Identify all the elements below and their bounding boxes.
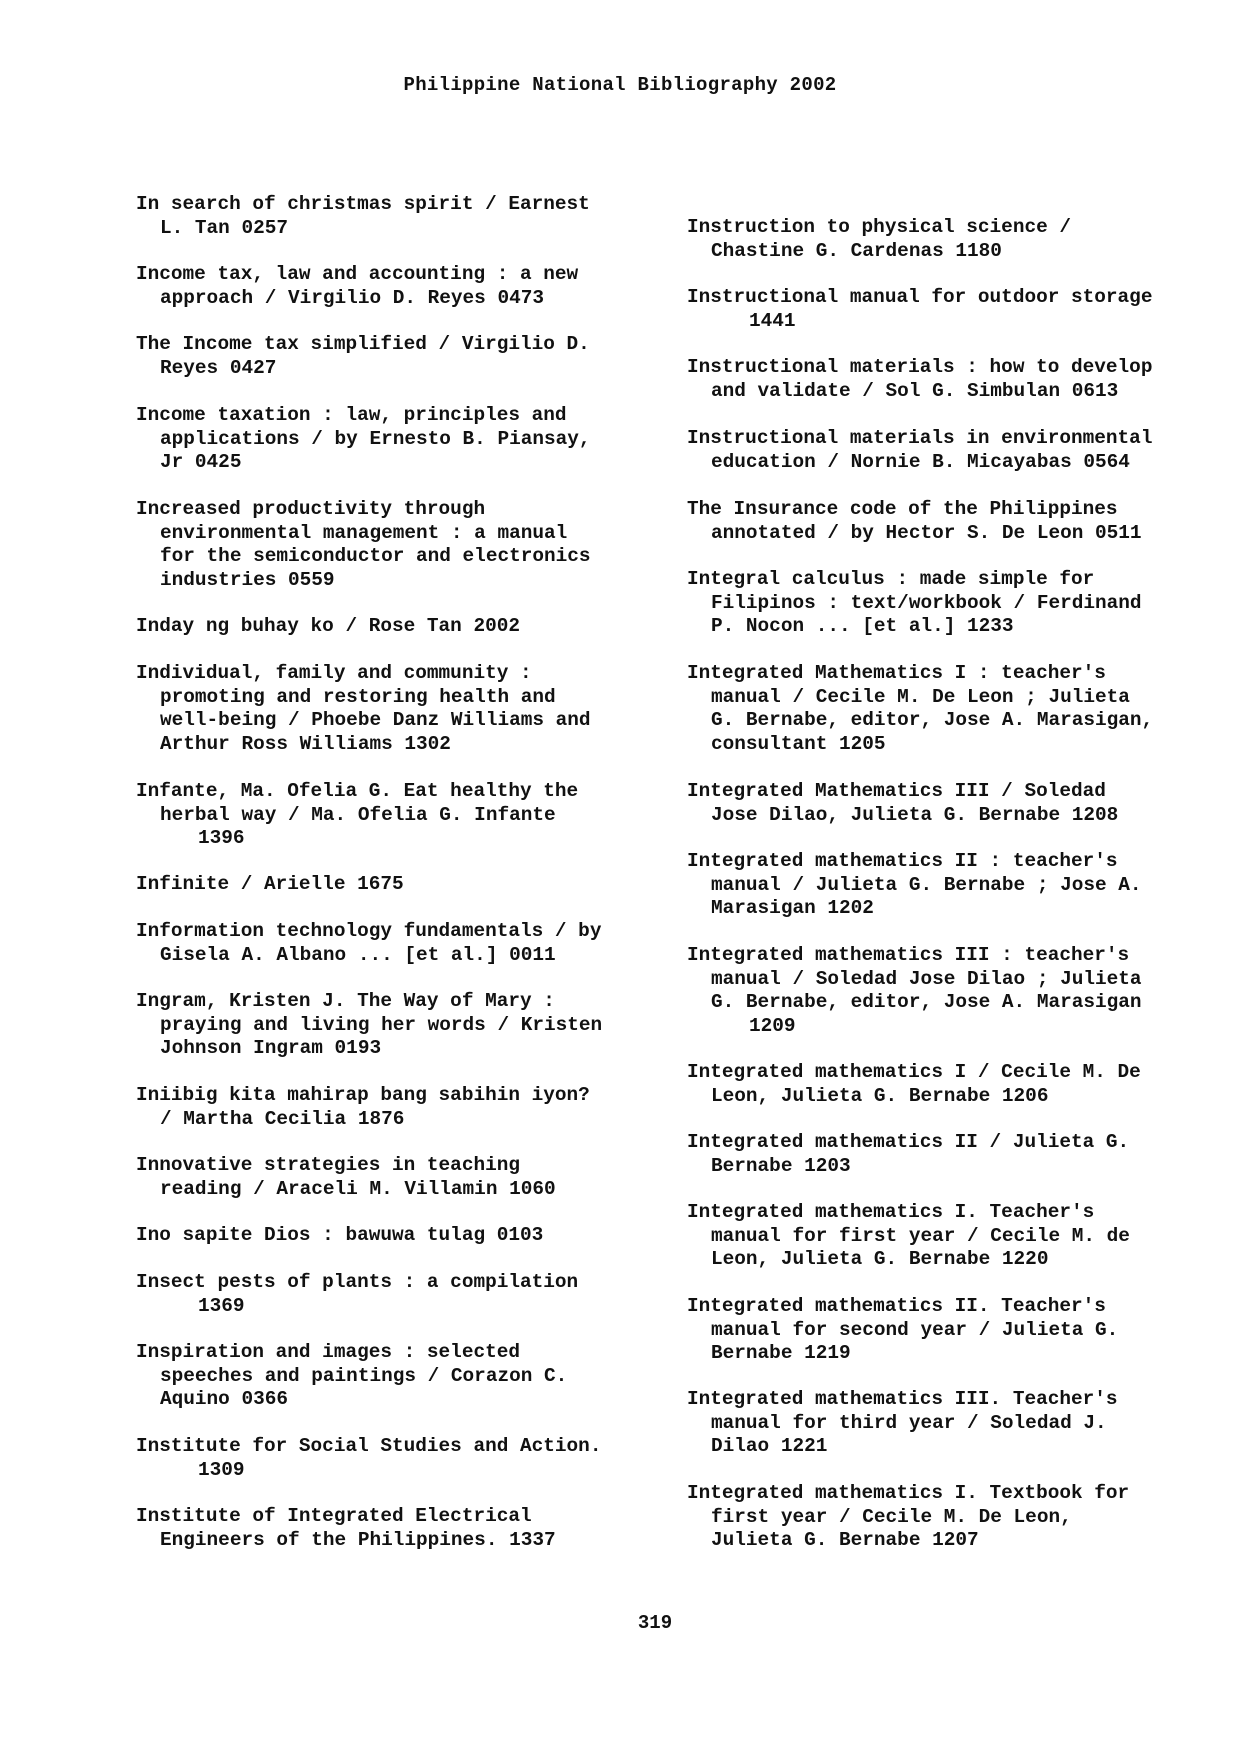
entry-line: praying and living her words / Kristen xyxy=(160,1013,603,1036)
entry-line: Innovative strategies in teaching xyxy=(136,1154,520,1176)
bibliography-entry xyxy=(687,662,1207,756)
entry-line: / Martha Cecilia 1876 xyxy=(160,1107,405,1130)
entry-line: Leon, Julieta G. Bernabe 1220 xyxy=(711,1248,1049,1271)
entry-line: Integral calculus : made simple for xyxy=(687,568,1095,590)
entry-line: and validate / Sol G. Simbulan 0613 xyxy=(711,379,1119,402)
entry-line: Integrated mathematics II / Julieta G. xyxy=(687,1131,1130,1153)
entry-line: Reyes 0427 xyxy=(160,356,277,379)
bibliography-entry xyxy=(136,780,656,851)
entry-line: Integrated mathematics I / Cecile M. De xyxy=(687,1061,1141,1083)
page-number: 319 xyxy=(637,1612,673,1634)
entry-line: P. Nocon ... [et al.] 1233 xyxy=(711,615,1014,638)
entry-line: Julieta G. Bernabe 1207 xyxy=(711,1529,979,1552)
entry-line: Integrated Mathematics III / Soledad xyxy=(687,780,1106,802)
entry-line: reading / Araceli M. Villamin 1060 xyxy=(160,1177,556,1200)
entry-line: Arthur Ross Williams 1302 xyxy=(160,732,451,755)
entry-line: Information technology fundamentals / by xyxy=(136,920,602,942)
bibliography-entry xyxy=(136,1505,656,1552)
entry-line: Chastine G. Cardenas 1180 xyxy=(711,239,1002,262)
entry-line: Marasigan 1202 xyxy=(711,897,874,920)
bibliography-entry xyxy=(136,193,656,240)
bibliography-entry xyxy=(687,944,1207,1038)
bibliography-entry xyxy=(136,1224,656,1248)
entry-line: Jr 0425 xyxy=(160,451,242,474)
entry-line: 1369 xyxy=(198,1294,245,1317)
bibliography-entry xyxy=(136,615,656,639)
entry-line: Integrated mathematics II : teacher's xyxy=(687,850,1118,872)
entry-line: promoting and restoring health and xyxy=(160,685,556,708)
entry-line: Individual, family and community : xyxy=(136,662,532,684)
bibliography-entry xyxy=(687,1388,1207,1459)
page-header: Philippine National Bibliography 2002 xyxy=(403,74,837,96)
entry-line: Integrated mathematics III : teacher's xyxy=(687,944,1130,966)
entry-line: speeches and paintings / Corazon C. xyxy=(160,1364,568,1387)
bibliography-entry xyxy=(136,1435,656,1482)
bibliography-entry xyxy=(687,780,1207,827)
entry-line: Dilao 1221 xyxy=(711,1435,828,1458)
entry-line: The Income tax simplified / Virgilio D. xyxy=(136,333,590,355)
entry-line: for the semiconductor and electronics xyxy=(160,545,591,568)
entry-line: G. Bernabe, editor, Jose A. Marasigan, xyxy=(711,709,1154,732)
entry-line: Institute of Integrated Electrical xyxy=(136,1505,532,1527)
entry-line: Bernabe 1203 xyxy=(711,1154,851,1177)
entry-line: Inspiration and images : selected xyxy=(136,1341,520,1363)
entry-line: manual / Julieta G. Bernabe ; Jose A. xyxy=(711,873,1142,896)
bibliography-entry xyxy=(687,498,1207,545)
entry-line: Johnson Ingram 0193 xyxy=(160,1037,382,1060)
entry-line: Aquino 0366 xyxy=(160,1388,288,1411)
entry-line: manual / Soledad Jose Dilao ; Julieta xyxy=(711,967,1142,990)
entry-line: Infante, Ma. Ofelia G. Eat healthy the xyxy=(136,780,579,802)
bibliography-entry xyxy=(136,404,656,475)
entry-line: Integrated mathematics II. Teacher's xyxy=(687,1295,1106,1317)
entry-line: Integrated mathematics III. Teacher's xyxy=(687,1388,1118,1410)
entry-line: Institute for Social Studies and Action. xyxy=(136,1435,602,1457)
entry-line: first year / Cecile M. De Leon, xyxy=(711,1505,1072,1528)
entry-line: Leon, Julieta G. Bernabe 1206 xyxy=(711,1084,1049,1107)
bibliography-entry xyxy=(687,1295,1207,1366)
bibliography-entry xyxy=(687,427,1207,474)
entry-line: G. Bernabe, editor, Jose A. Marasigan xyxy=(711,991,1142,1014)
bibliography-entry xyxy=(136,1084,656,1131)
bibliography-entry xyxy=(687,1201,1207,1272)
entry-line: Ino sapite Dios : bawuwa tulag 0103 xyxy=(136,1224,544,1246)
entry-line: Instructional manual for outdoor storage xyxy=(687,286,1153,308)
bibliography-entry xyxy=(136,990,656,1061)
entry-line: environmental management : a manual xyxy=(160,521,568,544)
entry-line: Jose Dilao, Julieta G. Bernabe 1208 xyxy=(711,803,1119,826)
entry-line: Instructional materials in environmental xyxy=(687,427,1153,449)
entry-line: industries 0559 xyxy=(160,568,335,591)
entry-line: Instruction to physical science / xyxy=(687,216,1071,238)
bibliography-entry xyxy=(687,356,1207,403)
entry-line: Ingram, Kristen J. The Way of Mary : xyxy=(136,990,555,1012)
bibliography-entry xyxy=(687,1482,1207,1553)
entry-line: Filipinos : text/workbook / Ferdinand xyxy=(711,591,1142,614)
bibliography-entry xyxy=(687,850,1207,921)
bibliography-entry xyxy=(136,498,656,592)
entry-line: Iniibig kita mahirap bang sabihin iyon? xyxy=(136,1084,590,1106)
entry-line: Inday ng buhay ko / Rose Tan 2002 xyxy=(136,615,520,637)
entry-line: 1441 xyxy=(749,309,796,332)
entry-line: Increased productivity through xyxy=(136,498,486,520)
entry-line: Insect pests of plants : a compilation xyxy=(136,1271,579,1293)
entry-line: Engineers of the Philippines. 1337 xyxy=(160,1528,556,1551)
entry-line: Income tax, law and accounting : a new xyxy=(136,263,579,285)
bibliography-entry xyxy=(687,1131,1207,1178)
bibliography-entry xyxy=(136,333,656,380)
entry-line: approach / Virgilio D. Reyes 0473 xyxy=(160,286,544,309)
entry-line: applications / by Ernesto B. Piansay, xyxy=(160,427,591,450)
entry-line: well-being / Phoebe Danz Williams and xyxy=(160,709,591,732)
entry-line: Bernabe 1219 xyxy=(711,1342,851,1365)
entry-line: 1209 xyxy=(749,1014,796,1037)
entry-line: Instructional materials : how to develop xyxy=(687,356,1153,378)
entry-line: manual for first year / Cecile M. de xyxy=(711,1224,1130,1247)
entry-line: Infinite / Arielle 1675 xyxy=(136,873,404,895)
bibliography-entry xyxy=(136,1341,656,1412)
entry-line: manual for third year / Soledad J. xyxy=(711,1411,1107,1434)
entry-line: consultant 1205 xyxy=(711,732,886,755)
entry-line: Integrated mathematics I. Textbook for xyxy=(687,1482,1130,1504)
entry-line: manual / Cecile M. De Leon ; Julieta xyxy=(711,685,1130,708)
entry-line: Integrated Mathematics I : teacher's xyxy=(687,662,1106,684)
entry-line: 1396 xyxy=(198,827,245,850)
entry-line: Integrated mathematics I. Teacher's xyxy=(687,1201,1095,1223)
bibliography-entry xyxy=(136,873,656,897)
bibliography-entry xyxy=(687,1061,1207,1108)
bibliography-entry xyxy=(136,1154,656,1201)
entry-line: Gisela A. Albano ... [et al.] 0011 xyxy=(160,943,556,966)
entry-line: manual for second year / Julieta G. xyxy=(711,1318,1119,1341)
entry-line: The Insurance code of the Philippines xyxy=(687,498,1118,520)
entry-line: L. Tan 0257 xyxy=(160,216,288,239)
bibliography-entry xyxy=(687,568,1207,639)
entry-line: In search of christmas spirit / Earnest xyxy=(136,193,590,215)
bibliography-entry xyxy=(136,662,656,756)
bibliography-entry xyxy=(136,920,656,967)
bibliography-entry xyxy=(687,216,1207,263)
entry-line: 1309 xyxy=(198,1458,245,1481)
entry-line: herbal way / Ma. Ofelia G. Infante xyxy=(160,803,556,826)
entry-line: annotated / by Hector S. De Leon 0511 xyxy=(711,521,1142,544)
bibliography-entry xyxy=(136,263,656,310)
bibliography-entry xyxy=(136,1271,656,1318)
entry-line: Income taxation : law, principles and xyxy=(136,404,567,426)
entry-line: education / Nornie B. Micayabas 0564 xyxy=(711,450,1130,473)
bibliography-entry xyxy=(687,286,1207,333)
